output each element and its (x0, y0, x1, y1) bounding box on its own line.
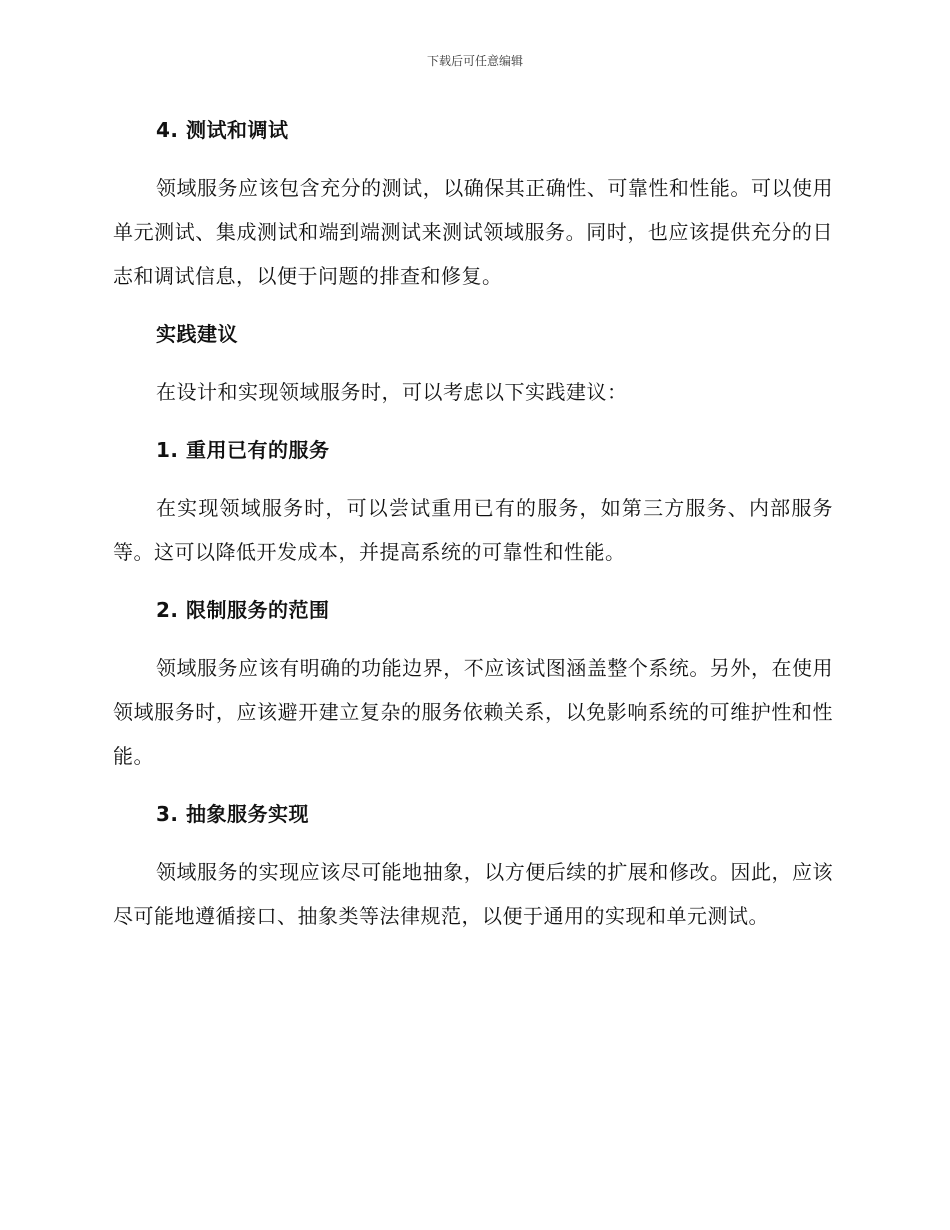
document-body (113, 108, 833, 938)
section-heading-abstract: 3. 抽象服务实现 (156, 802, 309, 826)
section-heading-scope: 2. 限制服务的范围 (156, 598, 330, 622)
section-heading-reuse: 1. 重用已有的服务 (156, 438, 330, 462)
section-heading-practice: 实践建议 (156, 322, 238, 346)
section-heading-testing: 4. 测试和调试 (156, 118, 289, 142)
page-header: 下载后可任意编辑 (426, 54, 523, 68)
paragraph-practice-intro: 在设计和实现领域服务时，可以考虑以下实践建议： (156, 380, 628, 404)
paragraph-scope: 领域服务应该有明确的功能边界，不应该试图涵盖整个系统。另外，在使用领域服务时，应该避开建立复杂的服务依赖关系，以免影响系统的可维护性和性能。 (113, 656, 833, 768)
paragraph-reuse: 在实现领域服务时，可以尝试重用已有的服务，如第三方服务、内部服务等。这可以降低开发成本，并提高系统的可靠性和性能。 (113, 496, 833, 564)
paragraph-testing: 领域服务应该包含充分的测试，以确保其正确性、可靠性和性能。可以使用单元测试、集成测试和端到端测试来测试领域服务。同时，也应该提供充分的日志和调试信息，以便于问题的排查和修复。 (113, 176, 833, 288)
paragraph-abstract: 领域服务的实现应该尽可能地抽象，以方便后续的扩展和修改。因此，应该尽可能地遵循接口、抽象类等法律规范，以便于通用的实现和单元测试。 (113, 860, 833, 928)
